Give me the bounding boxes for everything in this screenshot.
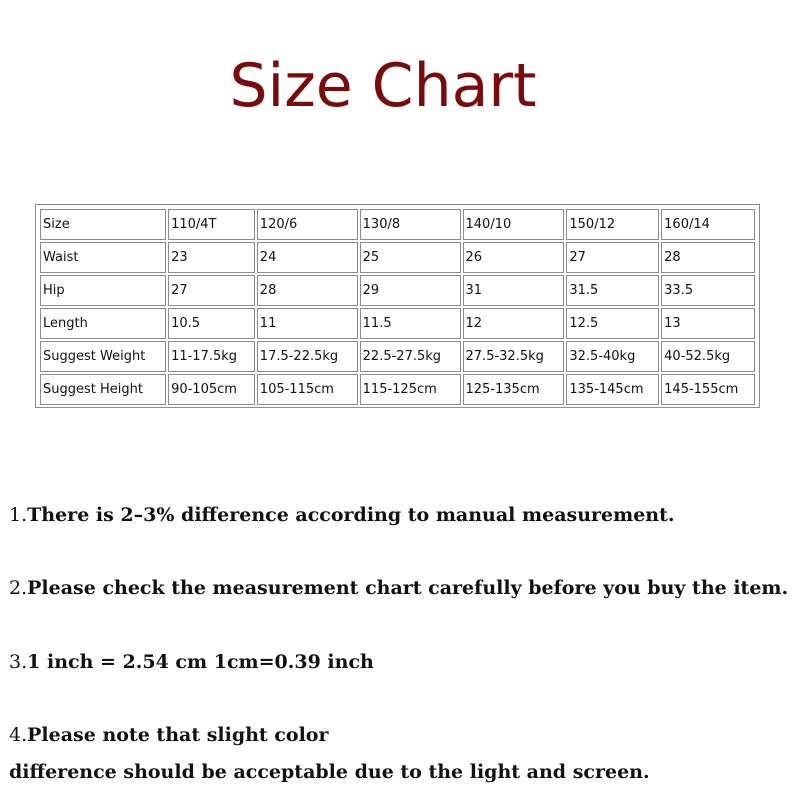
table-cell: 160/14 [661,209,755,240]
note-4 [9,723,328,747]
table-cell: 31.5 [566,275,659,306]
table-cell: 33.5 [661,275,755,306]
table-cell: 25 [360,242,461,273]
table-cell: 145-155cm [661,374,755,405]
row-header-cell: Length [40,308,166,339]
row-header-cell: Suggest Height [40,374,166,405]
table-row [40,275,755,306]
note-text: Please note that slight color [27,724,329,746]
table-cell: 11.5 [360,308,461,339]
table-cell: 22.5-27.5kg [360,341,461,372]
table-cell: 24 [257,242,358,273]
page-title: Size Chart [229,51,537,121]
table-row [40,341,755,372]
table-cell: 10.5 [168,308,255,339]
table-cell: 120/6 [257,209,358,240]
table-cell: 23 [168,242,255,273]
table-cell: 110/4T [168,209,255,240]
table-cell: 27 [566,242,659,273]
table-cell: 32.5-40kg [566,341,659,372]
table-row [40,242,755,273]
table-cell: 105-115cm [257,374,358,405]
table-cell: 28 [661,242,755,273]
table-cell: 11 [257,308,358,339]
table-cell: 11-17.5kg [168,341,255,372]
table-cell: 135-145cm [566,374,659,405]
note-number: 3. [9,651,28,673]
note-text: 1 inch = 2.54 cm 1cm=0.39 inch [27,651,374,673]
note-number: 1. [9,504,28,526]
table-cell: 27.5-32.5kg [463,341,565,372]
table-row [40,308,755,339]
table-row [40,374,755,405]
table-row [40,209,755,240]
table-cell: 90-105cm [168,374,255,405]
note-text: Please check the measurement chart carefully before you buy the item. [27,577,789,599]
table-cell: 26 [463,242,565,273]
table-cell: 29 [360,275,461,306]
note-4-continued [9,760,650,784]
table-cell: 31 [463,275,565,306]
note-3 [9,650,374,674]
note-number: 4. [9,724,28,746]
table-cell: 130/8 [360,209,461,240]
table-cell: 125-135cm [463,374,565,405]
size-table [38,207,757,407]
row-header-cell: Hip [40,275,166,306]
row-header-cell: Waist [40,242,166,273]
table-cell: 13 [661,308,755,339]
table-cell: 150/12 [566,209,659,240]
note-number: 2. [9,577,28,599]
table-cell: 12 [463,308,565,339]
row-header-cell: Suggest Weight [40,341,166,372]
note-text: difference should be acceptable due to the light and screen. [9,761,650,783]
table-cell: 115-125cm [360,374,461,405]
table-cell: 12.5 [566,308,659,339]
table-cell: 28 [257,275,358,306]
note-1 [9,503,675,527]
note-2 [9,576,788,600]
table-cell: 17.5-22.5kg [257,341,358,372]
row-header-cell: Size [40,209,166,240]
size-table-container [35,204,760,408]
table-cell: 27 [168,275,255,306]
table-cell: 40-52.5kg [661,341,755,372]
table-cell: 140/10 [463,209,565,240]
note-text: There is 2–3% difference according to manual measurement. [27,504,675,526]
